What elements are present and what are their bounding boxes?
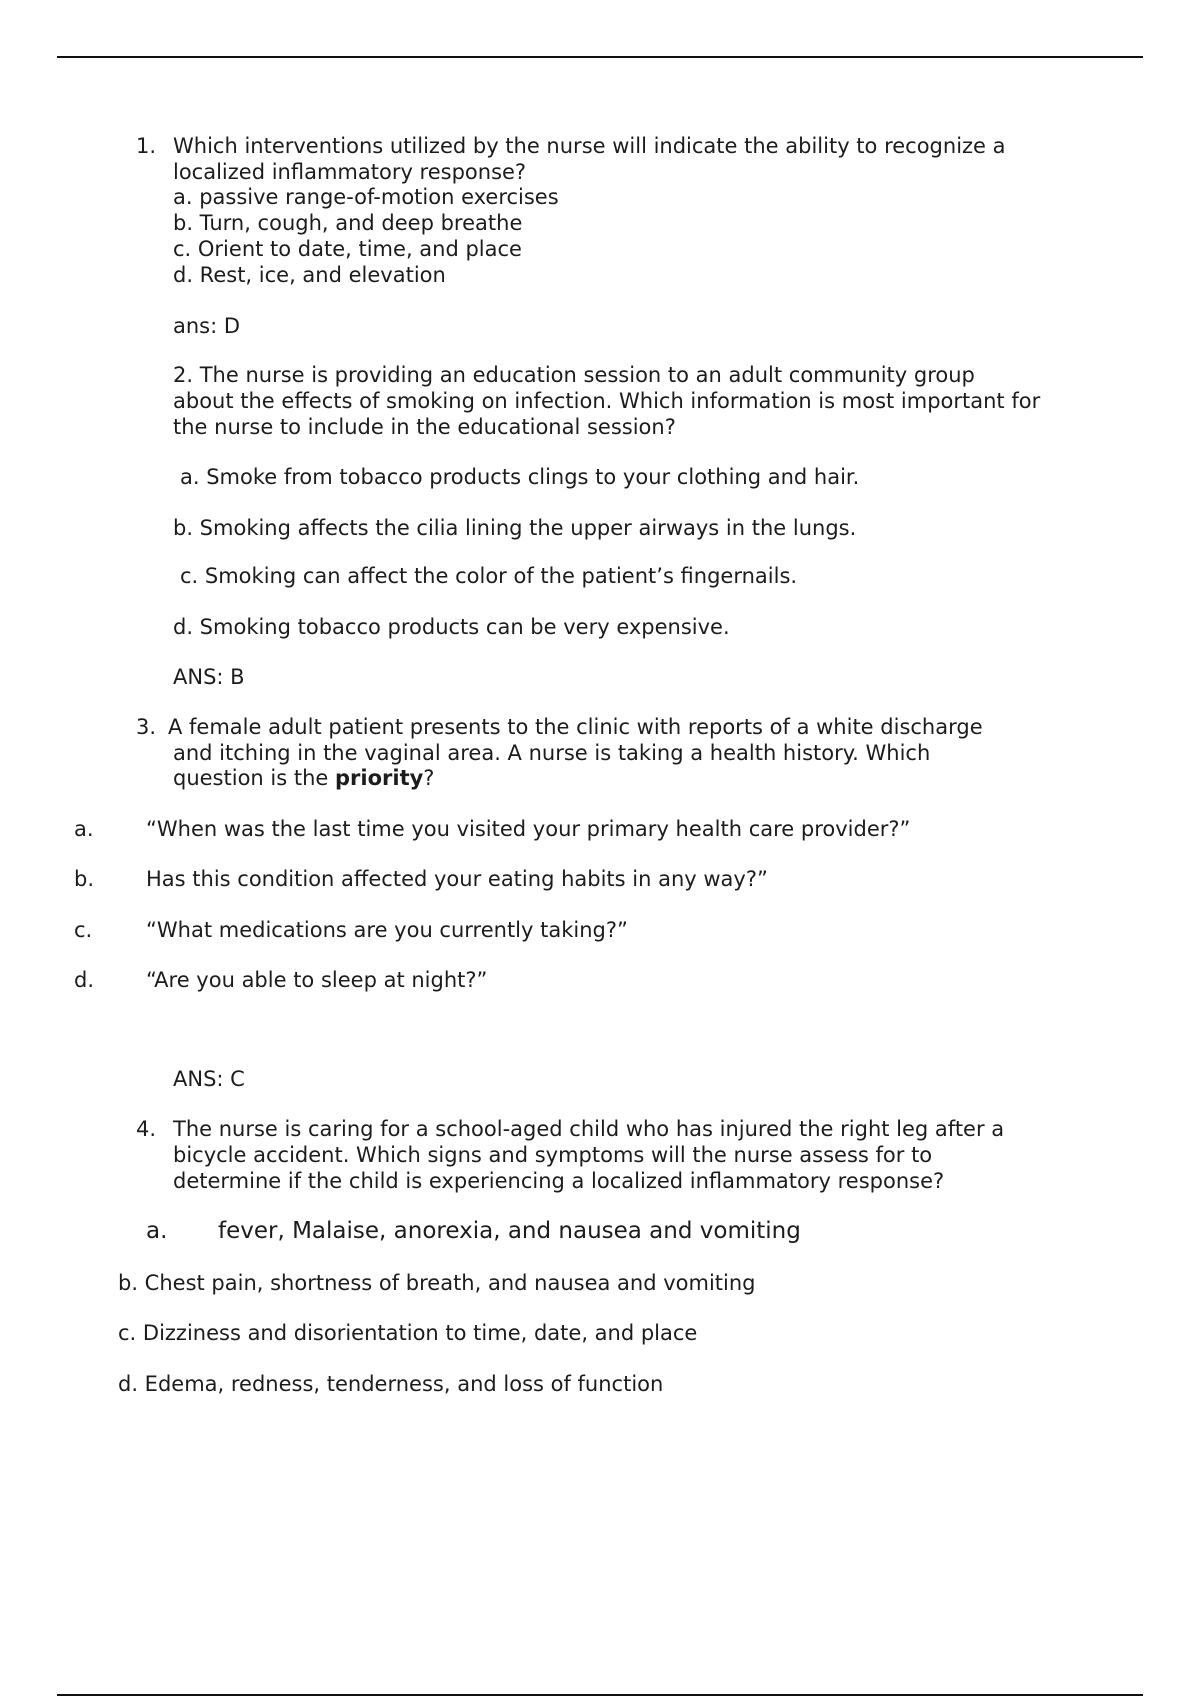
question-stem: A female adult patient presents to the clinic with reports of a white discharge <box>168 715 983 739</box>
answer-option: “When was the last time you visited your primary health care provider?” <box>146 817 911 841</box>
answer-option: b. Turn, cough, and deep breathe <box>173 211 523 235</box>
question-stem: determine if the child is experiencing a localized inflammatory response? <box>173 1169 945 1193</box>
header-rule <box>57 56 1143 58</box>
question-stem: about the effects of smoking on infection. Which information is most important for <box>173 389 1041 413</box>
answer-option: fever, Malaise, anorexia, and nausea and vomiting <box>218 1218 801 1244</box>
question-stem: localized inflammatory response? <box>173 160 527 184</box>
question-stem <box>173 765 434 791</box>
question-stem: the nurse to include in the educational session? <box>173 415 676 439</box>
answer-option: c. Smoking can affect the color of the patient’s fingernails. <box>180 564 798 588</box>
answer-option: a. passive range-of-motion exercises <box>173 185 559 209</box>
answer-option: d. Rest, ice, and elevation <box>173 263 446 287</box>
option-letter: b. <box>74 867 95 891</box>
answer-option: b. Chest pain, shortness of breath, and nausea and vomiting <box>118 1271 756 1295</box>
answer-option: “What medications are you currently taking?” <box>146 918 628 942</box>
question-stem: bicycle accident. Which signs and symptoms will the nurse assess for to <box>173 1143 933 1167</box>
answer-key: ANS: C <box>173 1067 245 1091</box>
answer-key: ANS: B <box>173 665 245 689</box>
answer-option: d. Edema, redness, tenderness, and loss of function <box>118 1372 664 1396</box>
option-letter: a. <box>74 817 94 841</box>
answer-key: ans: D <box>173 314 241 338</box>
stem-text: question is the <box>173 766 335 790</box>
footer-rule <box>57 1694 1143 1696</box>
stem-text: ? <box>423 766 435 790</box>
option-letter: a. <box>146 1218 168 1244</box>
answer-option: “Are you able to sleep at night?” <box>146 968 488 992</box>
answer-option: d. Smoking tobacco products can be very expensive. <box>173 615 730 639</box>
question-stem: The nurse is caring for a school-aged child who has injured the right leg after a <box>173 1117 1005 1141</box>
answer-option: b. Smoking affects the cilia lining the upper airways in the lungs. <box>173 516 857 540</box>
answer-option: c. Dizziness and disorientation to time, date, and place <box>118 1321 698 1345</box>
question-stem: 2. The nurse is providing an education session to an adult community group <box>173 363 975 387</box>
answer-option: c. Orient to date, time, and place <box>173 237 522 261</box>
answer-option: Has this condition affected your eating habits in any way?” <box>146 867 768 891</box>
question-stem: Which interventions utilized by the nurse will indicate the ability to recognize a <box>173 134 1006 158</box>
question-number: 3. <box>136 715 157 739</box>
question-number: 1. <box>136 134 157 158</box>
question-stem: and itching in the vaginal area. A nurse is taking a health history. Which <box>173 741 931 765</box>
option-letter: d. <box>74 968 95 992</box>
emphasis-text: priority <box>335 766 424 790</box>
option-letter: c. <box>74 918 93 942</box>
answer-option: a. Smoke from tobacco products clings to your clothing and hair. <box>180 465 860 489</box>
question-number: 4. <box>136 1117 157 1141</box>
